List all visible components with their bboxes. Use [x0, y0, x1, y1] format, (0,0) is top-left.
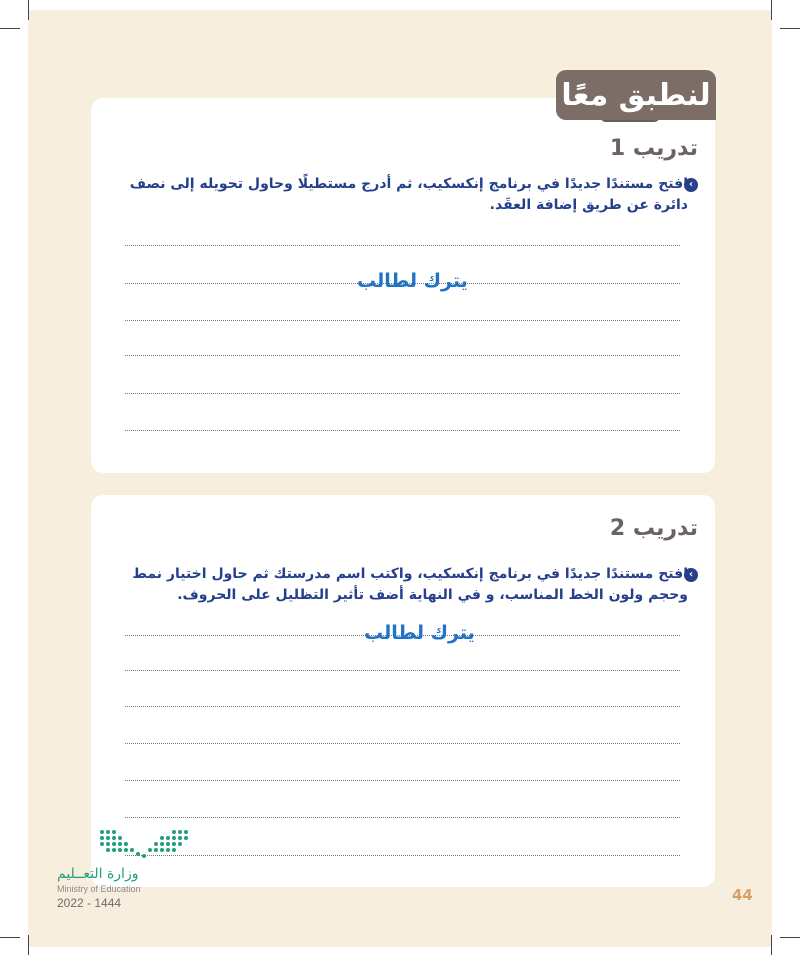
crop-mark [780, 28, 800, 29]
section-tab-label: لنطبق معًا [561, 77, 711, 113]
exercise-1-title: تدريب 1 [609, 136, 698, 161]
year-label: 2022 - 1444 [57, 896, 122, 910]
ministry-name-english: Ministry of Education [57, 884, 141, 894]
answer-line [125, 430, 680, 431]
answer-line [125, 706, 680, 707]
answer-line [125, 817, 680, 818]
answer-line [125, 355, 680, 356]
crop-mark [28, 0, 29, 20]
answer-line [125, 743, 680, 744]
answer-line [125, 670, 680, 671]
exercise-1-answer: يترك لطالب [357, 270, 468, 292]
crop-mark [0, 937, 20, 938]
exercise-2-instruction: افتح مستندًا جديدًا في برنامج إنكسكيب، واكتب اسم مدرستك ثم حاول اختيار نمط وحجم ولون الخط المناسب، و في النهاية أضف تأثير التظليل على الحروف. [132, 566, 688, 603]
crop-mark [0, 28, 20, 29]
crop-mark [780, 937, 800, 938]
exercise-2-answer: يترك لطالب [364, 622, 475, 644]
crop-mark [28, 935, 29, 955]
answer-line [125, 393, 680, 394]
exercise-2-title: تدريب 2 [609, 516, 698, 541]
answer-line [125, 245, 680, 246]
answer-line [125, 320, 680, 321]
answer-line [125, 855, 680, 856]
crop-mark [771, 0, 772, 20]
ministry-name-arabic: وزارة التعــليم [57, 866, 139, 882]
ministry-logo-icon [98, 828, 190, 860]
exercise-1-instruction: افتح مستندًا جديدًا في برنامج إنكسكيب، ثم أدرج مستطيلًا وحاول تحويله إلى نصف دائرة عن طريق إضافة العقَد. [129, 176, 688, 213]
chevron-left-bullet-icon: ‹ [684, 568, 698, 582]
chevron-left-bullet-icon: ‹ [684, 178, 698, 192]
answer-line [125, 780, 680, 781]
page-number: 44 [732, 886, 753, 904]
crop-mark [771, 935, 772, 955]
section-tab [556, 70, 716, 120]
